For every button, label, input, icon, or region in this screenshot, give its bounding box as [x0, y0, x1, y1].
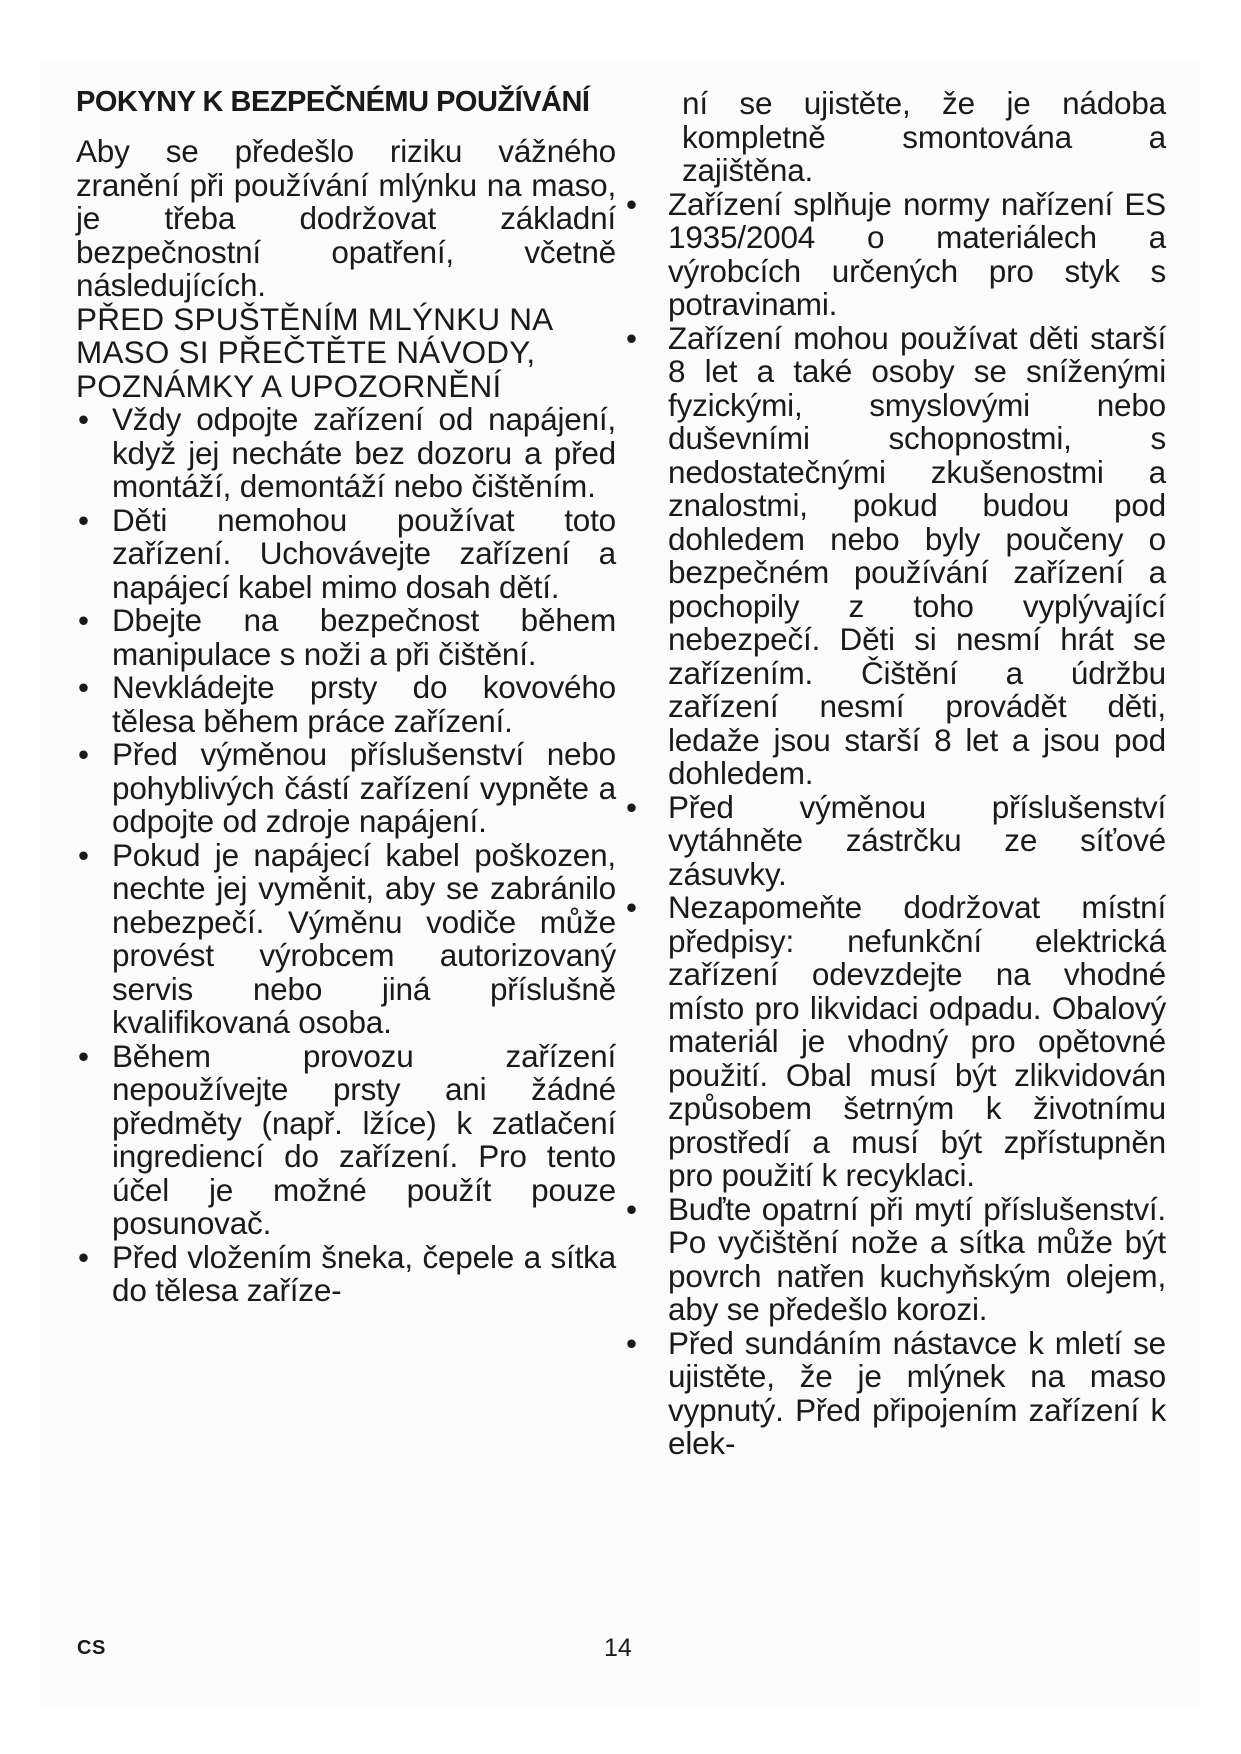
- bullet-icon: •: [78, 1037, 89, 1074]
- list-item-text: Dbejte na bezpečnost během manipulace s noži a při čištění.: [112, 602, 616, 672]
- list-item: [76, 501, 616, 605]
- intro-paragraph: Aby se předešlo riziku vážného zranění při používání mlýnku na maso, je třeba dodržovat základní bezpečnostní opatření, včetně následujících.: [76, 133, 616, 303]
- list-item-text: Před výměnou příslušenství vytáhněte zástrčku ze síťové zásuvky.: [668, 788, 1166, 892]
- bullet-icon: •: [78, 1238, 89, 1275]
- list-item: [626, 889, 1166, 1193]
- list-item: [76, 671, 616, 738]
- page-title: POKYNY K BEZPEČNÉMU POUŽÍVÁNÍ: [76, 86, 590, 118]
- list-item: [626, 1324, 1166, 1461]
- list-item: [76, 836, 616, 1040]
- list-item: [626, 788, 1166, 892]
- bullet-icon: •: [626, 889, 637, 925]
- safety-list-left: [76, 403, 616, 1308]
- list-item: [626, 1190, 1166, 1327]
- bullet-icon: •: [626, 185, 637, 222]
- list-item-text: Děti nemohou používat toto zařízení. Uchovávejte zařízení a napájecí kabel mimo dosah dětí.: [112, 501, 616, 605]
- list-item-text: Pokud je napájecí kabel poškozen, nechte jej vyměnit, aby se zabránilo nebezpečí. Výměnu vodiče může provést výrobcem autorizovaný servis nebo jiná příslušně kvalifikovaná osoba.: [112, 836, 616, 1040]
- list-item: [76, 403, 616, 504]
- list-item: [76, 738, 616, 839]
- bullet-icon: •: [626, 319, 637, 356]
- list-item-text: Vždy odpojte zařízení od napájení, když jej necháte bez dozoru a před montáží, demontáží nebo čištěním.: [112, 401, 616, 504]
- warning-heading: PŘED SPUŠTĚNÍM MLÝNKU NA MASO SI PŘEČTĚTE NÁVODY, POZNÁMKY A UPOZORNĚNÍ: [76, 300, 552, 404]
- list-item: [626, 319, 1166, 791]
- list-item-text: Před sundáním nástavce k mletí se ujistěte, že je mlýnek na maso vypnutý. Před připojením zařízení k elek-: [668, 1324, 1166, 1461]
- list-item: [76, 1238, 616, 1308]
- list-item: [76, 604, 616, 671]
- page-number: 14: [604, 1634, 632, 1662]
- bullet-icon: •: [78, 669, 89, 705]
- continued-text: ní se ujistěte, že je nádoba kompletně smontována a zajištěna.: [682, 85, 1166, 188]
- list-item-text: Před výměnou příslušenství nebo pohyblivých částí zařízení vypněte a odpojte od zdroje napájení.: [112, 736, 616, 839]
- bullet-icon: •: [78, 736, 89, 772]
- bullet-icon: •: [78, 401, 89, 437]
- bullet-icon: •: [78, 602, 89, 638]
- language-code: CS: [77, 1637, 106, 1659]
- bullet-icon: •: [78, 501, 89, 538]
- list-item-text: Nevkládejte prsty do kovového tělesa během práce zařízení.: [112, 669, 616, 739]
- list-item-text: Nezapomeňte dodržovat místní předpisy: nefunkční elektrická zařízení odevzdejte na vhodné místo pro likvidaci odpadu. Obalový materiál je vhodný pro opětovné použití. Obal musí být zlikvidován způsobem šetrným k životnímu prostředí a musí být zpřístupněn pro použití k recyklaci.: [668, 889, 1166, 1193]
- bullet-icon: •: [626, 1324, 637, 1361]
- bullet-icon: •: [626, 1190, 637, 1227]
- list-item-text: Buďte opatrní při mytí příslušenství. Po vyčištění nože a sítka může být povrch natřen kuchyňským olejem, aby se předešlo korozi.: [668, 1190, 1166, 1327]
- list-item-text: Zařízení splňuje normy nařízení ES 1935/2004 o materiálech a výrobcích určených pro styk s potravinami.: [668, 185, 1166, 322]
- list-item-text: Před vložením šneka, čepele a sítka do tělesa zaříze-: [112, 1238, 616, 1308]
- list-item-text: Během provozu zařízení nepoužívejte prsty ani žádné předměty (např. lžíce) k zatlačení ingrediencí do zařízení. Pro tento účel je možné použít pouze posunovač.: [112, 1037, 616, 1241]
- right-column: [626, 85, 1166, 1461]
- safety-list-right: [626, 185, 1166, 1461]
- list-item: [76, 1037, 616, 1241]
- bullet-icon: •: [78, 836, 89, 873]
- bullet-icon: •: [626, 788, 637, 825]
- list-item-text: Zařízení mohou používat děti starší 8 let a také osoby se sníženými fyzickými, smyslovými nebo duševními schopnostmi, s nedostatečnými zkušenostmi a znalostmi, pokud budou pod dohledem nebo byly poučeny o bezpečném používání zařízení a pochopily z toho vyplývající nebezpečí. Děti si nesmí hrát se zařízením. Čištění a údržbu zařízení nesmí provádět děti, ledaže jsou starší 8 let a jsou pod dohledem.: [668, 319, 1166, 791]
- left-column: [76, 88, 616, 1308]
- list-item: [626, 185, 1166, 322]
